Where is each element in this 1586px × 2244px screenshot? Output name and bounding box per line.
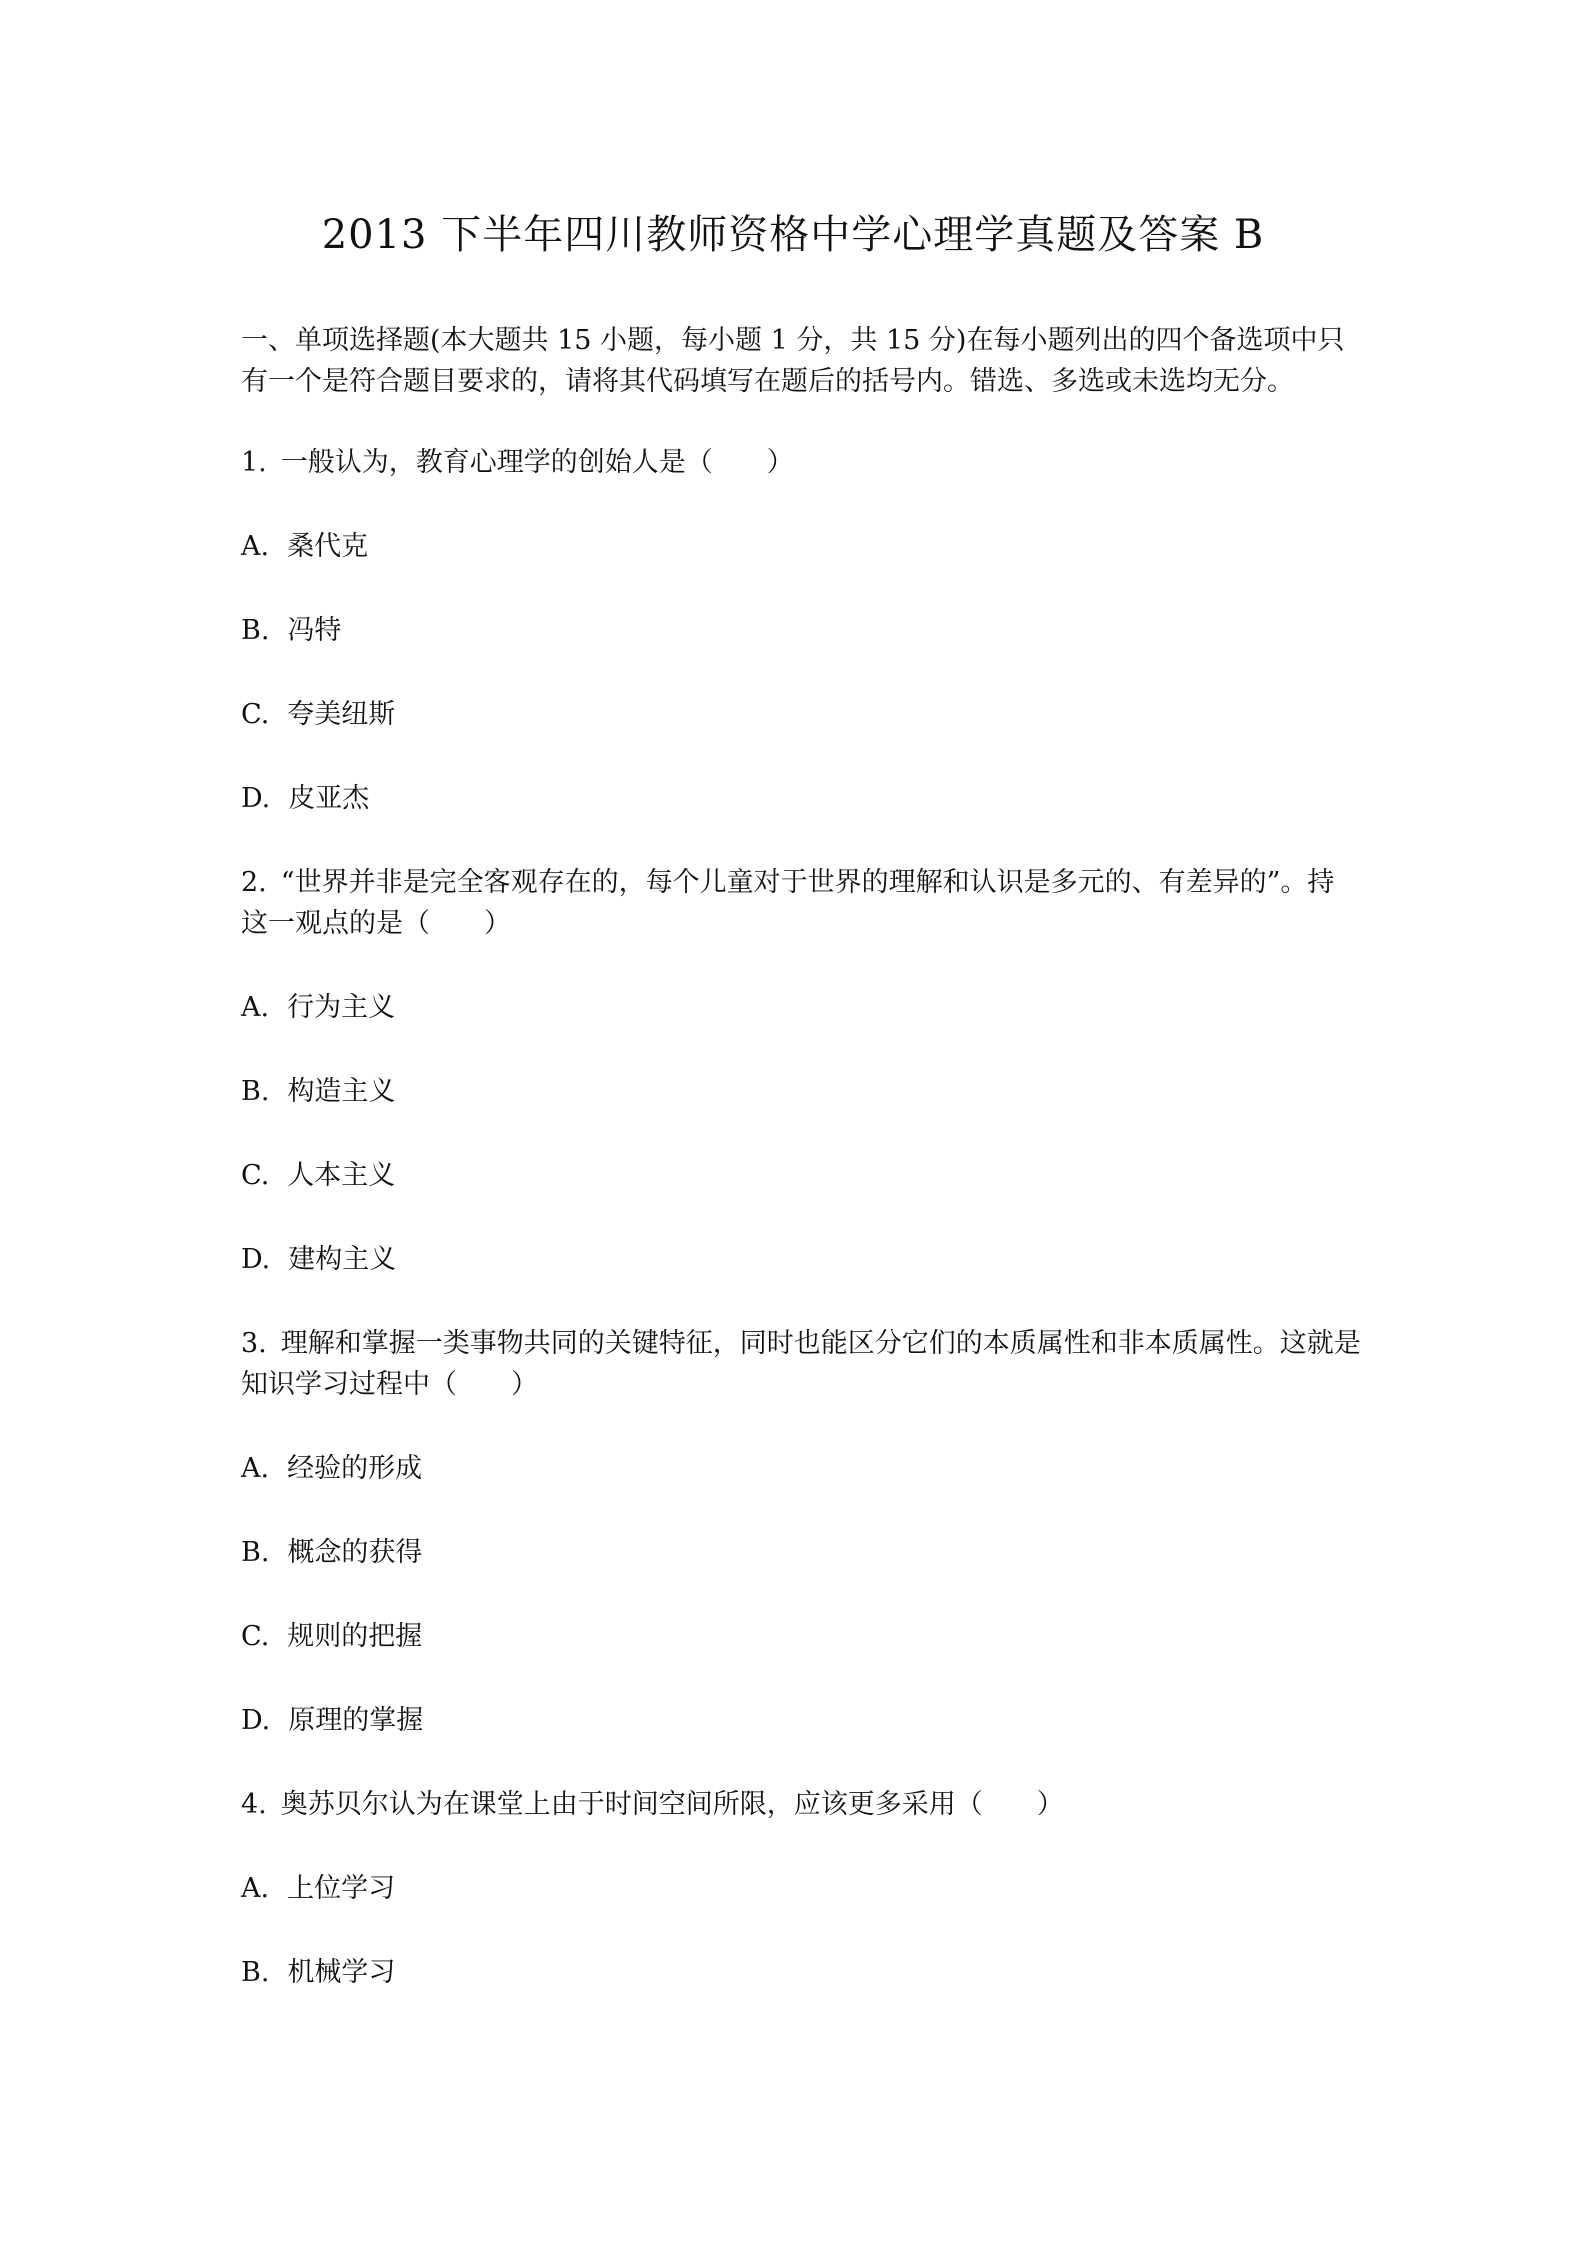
question-1-option-a	[241, 526, 1361, 567]
question-1-option-d	[241, 778, 1361, 819]
question-2-option-d	[241, 1239, 1361, 1280]
option-letter: A.	[241, 1873, 270, 1904]
option-text: 机械学习	[287, 1957, 396, 1988]
option-text: 上位学习	[287, 1873, 396, 1904]
question-3-option-a	[241, 1448, 1361, 1489]
question-3-option-b	[241, 1532, 1361, 1573]
option-text: 皮亚杰	[288, 783, 370, 814]
option-letter: D.	[241, 1705, 271, 1736]
question-3	[241, 1323, 1361, 1405]
option-text: 原理的掌握	[288, 1705, 424, 1736]
option-letter: B.	[241, 1957, 270, 1988]
option-letter: C.	[241, 699, 270, 730]
option-letter: A.	[241, 1453, 270, 1484]
option-letter: C.	[241, 1160, 270, 1191]
option-text: 经验的形成	[287, 1453, 423, 1484]
option-letter: A.	[241, 992, 270, 1023]
question-2-option-c	[241, 1155, 1361, 1196]
option-text: 规则的把握	[287, 1621, 423, 1652]
question-number: 2.	[241, 867, 267, 898]
question-number: 3.	[241, 1328, 267, 1359]
question-text: “世界并非是完全客观存在的，每个儿童对于世界的理解和认识是多元的、有差异的”。持这一观点的是（ ）	[241, 867, 1335, 939]
option-text: 夸美纽斯	[287, 699, 396, 730]
question-text: 一般认为，教育心理学的创始人是（ ）	[280, 447, 794, 478]
option-letter: B.	[241, 615, 270, 646]
question-3-option-c	[241, 1616, 1361, 1657]
question-2-option-a	[241, 987, 1361, 1028]
option-letter: A.	[241, 531, 270, 562]
option-text: 人本主义	[287, 1160, 396, 1191]
question-1-option-b	[241, 610, 1361, 651]
option-text: 建构主义	[288, 1244, 397, 1275]
question-text: 奥苏贝尔认为在课堂上由于时间空间所限，应该更多采用（ ）	[280, 1789, 1064, 1820]
question-3-option-d	[241, 1700, 1361, 1741]
question-4-option-a	[241, 1868, 1361, 1909]
section-intro: 一、单项选择题(本大题共 15 小题，每小题 1 分，共 15 分)在每小题列出的四个备选项中只有一个是符合题目要求的，请将其代码填写在题后的括号内。错选、多选或未选均无分。	[241, 325, 1345, 397]
question-4-option-b	[241, 1952, 1361, 1993]
document-title: 2013 下半年四川教师资格中学心理学真题及答案 B	[321, 212, 1265, 258]
question-2	[241, 862, 1361, 944]
option-text: 概念的获得	[287, 1537, 423, 1568]
option-text: 行为主义	[287, 992, 396, 1023]
question-number: 1.	[241, 447, 267, 478]
option-letter: D.	[241, 783, 271, 814]
question-4	[241, 1784, 1361, 1825]
document-body	[241, 320, 1361, 2036]
question-2-option-b	[241, 1071, 1361, 1112]
question-1-option-c	[241, 694, 1361, 735]
question-text: 理解和掌握一类事物共同的关键特征，同时也能区分它们的本质属性和非本质属性。这就是知识学习过程中（ ）	[241, 1328, 1361, 1400]
question-number: 4.	[241, 1789, 267, 1820]
option-text: 构造主义	[287, 1076, 396, 1107]
question-1	[241, 442, 1361, 483]
option-letter: D.	[241, 1244, 271, 1275]
option-letter: C.	[241, 1621, 270, 1652]
option-text: 桑代克	[287, 531, 369, 562]
option-text: 冯特	[287, 615, 342, 646]
option-letter: B.	[241, 1537, 270, 1568]
option-letter: B.	[241, 1076, 270, 1107]
